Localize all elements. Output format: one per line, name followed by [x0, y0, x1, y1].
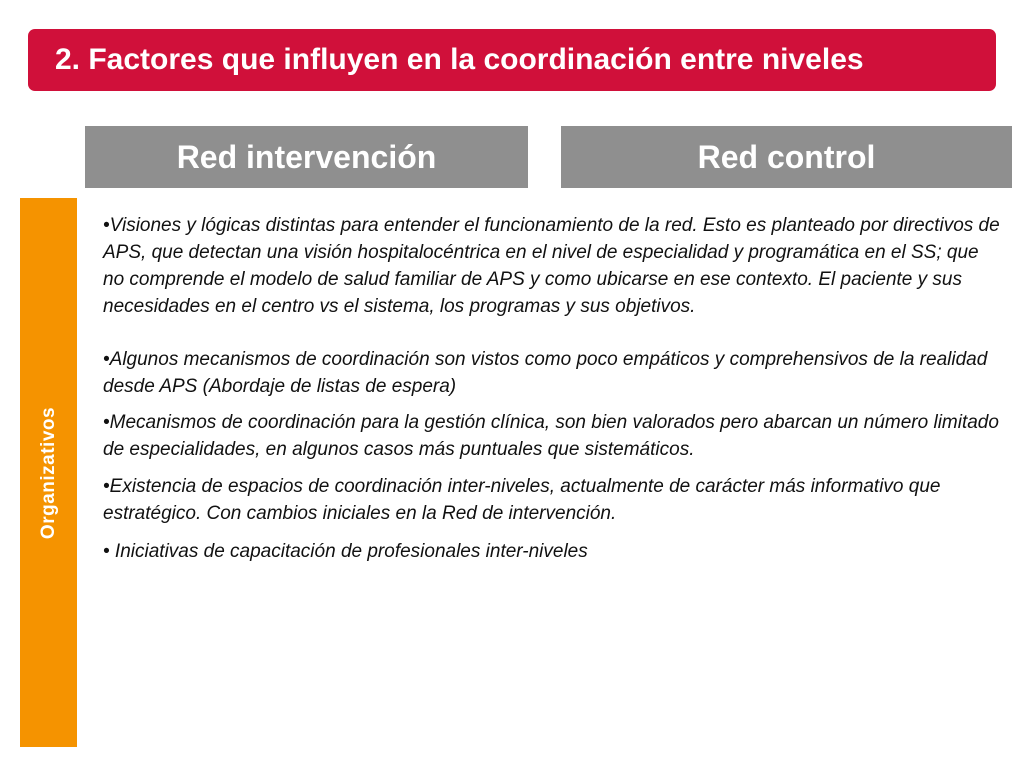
- page-title: 2. Factores que influyen en la coordinación entre niveles: [55, 43, 864, 76]
- bullet-item: •Existencia de espacios de coordinación inter-niveles, actualmente de carácter más informativo que estratégico. Con cambios iniciales en la Red de intervención.: [103, 476, 941, 524]
- bullet-item: •Visiones y lógicas distintas para entender el funcionamiento de la red. Esto es planteado por directivos de APS, que detectan una visión hospitalocéntrica en el nivel de especialidad y programática en el SS; que no comprende el modelo de salud familiar de APS y como ubicarse en ese contexto. El paciente y sus necesidades en el centro vs el sistema, los programas y sus objetivos.: [103, 215, 1000, 317]
- bullet-item: •Mecanismos de coordinación para la gestión clínica, son bien valorados pero abarcan un número limitado de especialidades, en algunos casos más puntuales que sistemáticos.: [103, 412, 999, 460]
- bullet-item: •Algunos mecanismos de coordinación son vistos como poco empáticos y comprehensivos de la realidad desde APS (Abordaje de listas de espera): [103, 349, 988, 397]
- tab-red-control: Red control: [561, 126, 1012, 188]
- bullet-item: • Iniciativas de capacitación de profesionales inter-niveles: [103, 541, 588, 562]
- side-category-band: [20, 198, 77, 747]
- bullet-list: [103, 212, 1001, 565]
- title-bar: [28, 29, 996, 91]
- tab-red-intervencion: Red intervención: [85, 126, 528, 188]
- side-category-label: Organizativos: [37, 406, 59, 539]
